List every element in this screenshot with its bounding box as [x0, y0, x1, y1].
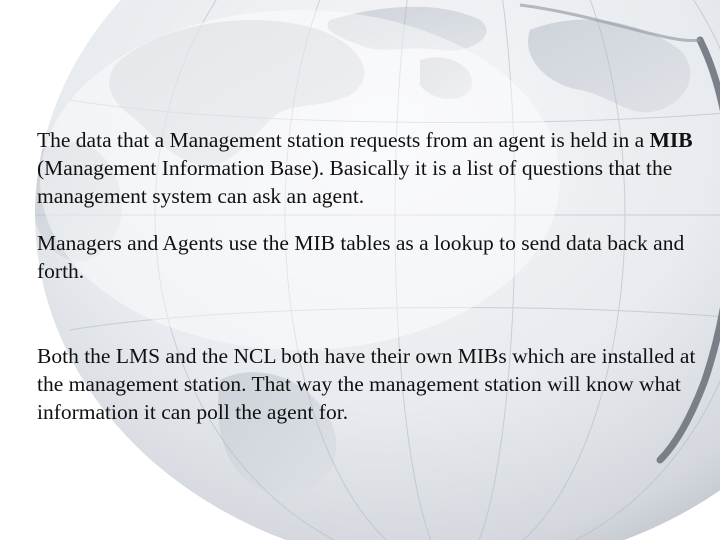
paragraph-mib-lookup: Managers and Agents use the MIB tables as a lookup to send data back and forth.	[37, 231, 685, 283]
mib-term: MIB	[649, 128, 693, 152]
paragraph-1-start: The data that a Management station requests from an agent is held in a	[37, 128, 650, 152]
paragraph-1-end: (Management Information Base). Basically it is a list of questions that the management system can ask an agent.	[37, 156, 673, 208]
paragraph-mib-definition	[37, 126, 697, 210]
paragraph-lms-ncl-mibs: Both the LMS and the NCL both have their own MIBs which are installed at the management station. That way the management station will know what information it can poll the agent for.	[37, 344, 696, 424]
